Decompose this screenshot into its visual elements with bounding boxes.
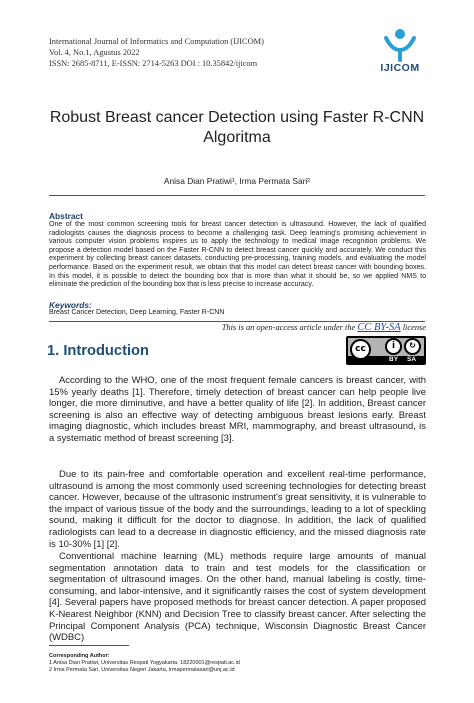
keywords-heading: Keywords: [49, 300, 92, 310]
cc-icon: cc [350, 339, 371, 360]
paper-title: Robust Breast cancer Detection using Faster R-CNN Algoritma [49, 109, 425, 146]
divider [49, 195, 425, 196]
logo-text: IJICOM [380, 62, 420, 74]
person-icon: i [385, 338, 402, 355]
cc-by-sa-link[interactable]: CC BY-SA [357, 322, 401, 333]
abstract-text: One of the most common screening tools for breast cancer detection is ultrasound. However, the lack of qualified radiologists causes the diagnosis process to become a challenging task. Deep learning's promising achievement in various computer vision problems inspires us to apply the technology to medical image recognition problems. We propose a detection model based on the Faster R-CNN to detect breast cancer quickly and accurately. We conduct this experiment by collecting breast cancer datasets, conducting pre-processing, training models, and evaluating the model performance. Based on the experiment result, we obtain that this model can detect breast cancer with bounding boxes. In this model, it is possible to detect the bounding box that is more than what it should be, so we applied NMS to eliminate the prediction of the bounding box that is less precise to increase accuracy. [49, 221, 426, 289]
license-statement [196, 322, 426, 333]
badge-by-label: BY [389, 356, 399, 363]
journal-name: International Journal of Informatics and Computation (IJICOM) [49, 37, 264, 46]
abstract-heading: Abstract [49, 211, 83, 221]
intro-paragraph-3: Conventional machine learning (ML) methods require large amounts of manual segmentation annotation data to train and test models for the classification or segmentation of ultrasound images. On the other hand, manual labeling is costly, time-consuming, and labor-intensive, and it significantly raises the cost of system development [4]. Several papers have proposed methods for breast cancer detection. A paper proposed K-Nearest Neighbor (KNN) and Decision Tree to classify breast cancer. After selecting the Principal Component Analysis (PCA) technique, Wisconsin Diagnostic Breast Cancer (WDBC) [49, 551, 426, 644]
section-heading: 1. Introduction [47, 343, 149, 359]
intro-paragraph-1: According to the WHO, one of the most frequent female cancers is breast cancer, with 15% yearly deaths [1]. Therefore, timely detection of breast cancer can help people live longer, die more diminutive, and have a better quality of life [2]. In addition, Breast cancer screening is also an effective way of detecting ambiguous breast lesions early. Breast imaging diagnostic, which includes breast MRI, mammography, and breast ultrasound, is a systematic method of breast screening [3]. [49, 375, 426, 444]
keywords-text: Breast Cancer Detection, Deep Learning, Faster R-CNN [49, 309, 225, 316]
journal-logo [378, 28, 422, 82]
license-suffix: license [400, 323, 426, 332]
intro-paragraph-2: Due to its pain-free and comfortable operation and excellent real-time performance, ultrasound is among the most commonly used screening technologies for detecting breast cancer. However, because of the ultrasonic instrument's great sensitivity, it is vulnerable to the impact of various tissue of the body and the surroundings, leading to a lot of speckling sound, making it difficult for the doctor to diagnose. In addition, the lack of qualified radiologists can lead to a decrease in diagnostic efficiency, and the missed diagnosis rate is 10-30% [1] [2]. [49, 469, 426, 550]
paper-authors: Anisa Dian Pratiwi¹, Irma Permata Sari² [163, 176, 311, 186]
footnote-author-1: 1 Anisa Dian Pratiwi, Universitas Respati Yogyakarta, 18220001@respati.ac.id [49, 660, 240, 666]
journal-issn: ISSN: 2685-8711, E-ISSN: 2714-5263 DOI : 10.35842/ijicom [49, 59, 258, 68]
badge-sa-label: SA [407, 356, 417, 363]
footnote-divider [49, 645, 129, 646]
license-prefix: This is an open-access article under the [221, 323, 358, 332]
cc-license-badge[interactable] [346, 336, 426, 365]
footnote-heading: Corresponding Author: [49, 653, 110, 659]
journal-volume: Vol. 4, No.1, Agustus 2022 [49, 48, 140, 57]
ijicom-logo-icon [378, 28, 422, 62]
footnote-author-2: 2 Irma Permata Sari, Universitas Negeri Jakarta, irmapermatasari@unj.ac.id [49, 667, 235, 673]
share-alike-icon: ↻ [404, 338, 421, 355]
